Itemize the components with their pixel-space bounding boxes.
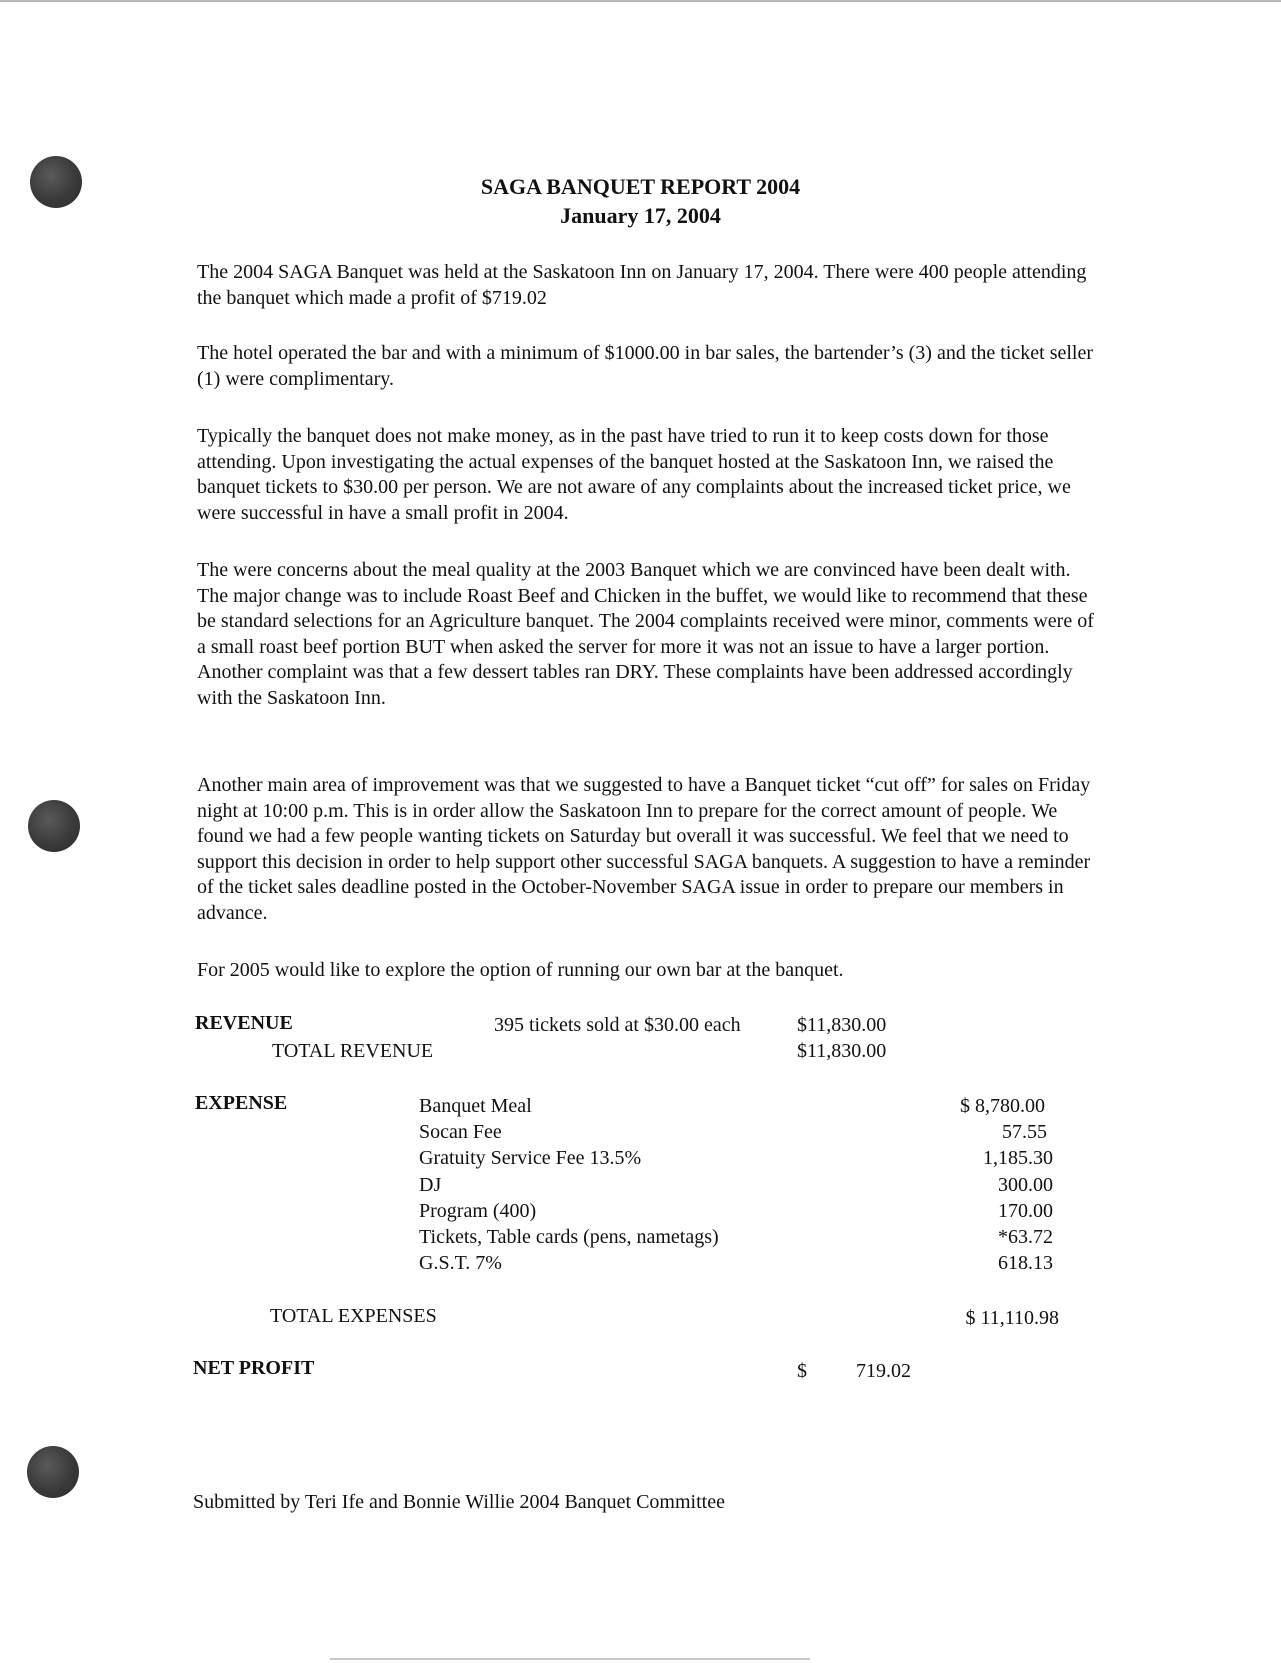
net-profit-currency: $: [797, 1360, 807, 1382]
paragraph-bar: The hotel operated the bar and with a minimum of $1000.00 in bar sales, the bartender’s (3) and the ticket seller (1) were complimentary.: [197, 342, 1094, 390]
scan-top-edge: [0, 0, 1281, 2]
report-title: SAGA BANQUET REPORT 2004: [480, 174, 801, 199]
expense-item-amount: 300.00: [998, 1174, 1053, 1196]
total-expenses-amount: $ 11,110.98: [965, 1307, 1059, 1329]
expense-item-label: Gratuity Service Fee 13.5%: [419, 1147, 642, 1169]
punch-hole-bottom: [27, 1446, 79, 1498]
scan-bottom-edge: [330, 1658, 810, 1660]
expense-item-amount: 57.55: [1002, 1121, 1047, 1143]
expense-item-amount: 170.00: [998, 1200, 1053, 1222]
expense-item-label: Program (400): [419, 1200, 537, 1222]
report-date: January 17, 2004: [560, 203, 721, 228]
expense-item-amount: $ 8,780.00: [960, 1095, 1045, 1117]
paragraph-ticket-price: Typically the banquet does not make money, as in the past have tried to run it to keep costs down for those attending. Upon investigating the actual expenses of the banquet hosted at the Saskatoon Inn, we raised the banquet tickets to $30.00 per person. We are not aware of any complaints about the increased ticket price, we were successful in have a small profit in 2004.: [197, 425, 1071, 524]
expense-item-amount: *63.72: [998, 1226, 1053, 1248]
total-revenue-amount: $11,830.00: [797, 1040, 887, 1062]
revenue-detail: 395 tickets sold at $30.00 each: [494, 1014, 741, 1036]
paragraph-ticket-cutoff: Another main area of improvement was that we suggested to have a Banquet ticket “cut off” for sales on Friday night at 10:00 p.m. This is in order allow the Saskatoon Inn to prepare for the correct amount of people. We found we had a few people wanting tickets on Saturday but overall it was successful. We feel that we need to support this decision in order to help support other successful SAGA banquets. A suggestion to have a reminder of the ticket sales deadline posted in the October-November SAGA issue in order to prepare our members in advance.: [197, 774, 1091, 924]
punch-hole-middle: [28, 800, 80, 852]
revenue-amount: $11,830.00: [797, 1014, 887, 1036]
paragraph-meal-quality: The were concerns about the meal quality at the 2003 Banquet which we are convinced have been dealt with. The major change was to include Roast Beef and Chicken in the buffet, we would like to recommend that these be standard selections for an Agriculture banquet. The 2004 complaints received were minor, comments were of a small roast beef portion BUT when asked the server for more it was not an issue to have a larger portion. Another complaint was that a few dessert tables ran DRY. These complaints have been addressed accordingly with the Saskatoon Inn.: [197, 559, 1094, 709]
net-profit-label: NET PROFIT: [193, 1357, 315, 1379]
expense-item-amount: 618.13: [998, 1252, 1053, 1274]
net-profit-amount: 719.02: [856, 1360, 911, 1382]
submitted-by: Submitted by Teri Ife and Bonnie Willie 2004 Banquet Committee: [193, 1491, 725, 1513]
expense-heading: EXPENSE: [195, 1092, 288, 1114]
expense-item-label: G.S.T. 7%: [419, 1252, 502, 1274]
expense-item-label: DJ: [419, 1174, 442, 1196]
revenue-heading: REVENUE: [195, 1012, 293, 1034]
expense-item-amount: 1,185.30: [983, 1147, 1053, 1169]
paragraph-2005-plan: For 2005 would like to explore the option of running our own bar at the banquet.: [197, 959, 844, 981]
total-revenue-label: TOTAL REVENUE: [272, 1040, 434, 1062]
expense-item-label: Tickets, Table cards (pens, nametags): [419, 1226, 719, 1248]
total-expenses-label: TOTAL EXPENSES: [270, 1305, 437, 1327]
expense-item-label: Socan Fee: [419, 1121, 502, 1143]
paragraph-attendance: The 2004 SAGA Banquet was held at the Saskatoon Inn on January 17, 2004. There were 400 people attending the banquet which made a profit of $719.02: [197, 261, 1087, 309]
expense-item-label: Banquet Meal: [419, 1095, 532, 1117]
